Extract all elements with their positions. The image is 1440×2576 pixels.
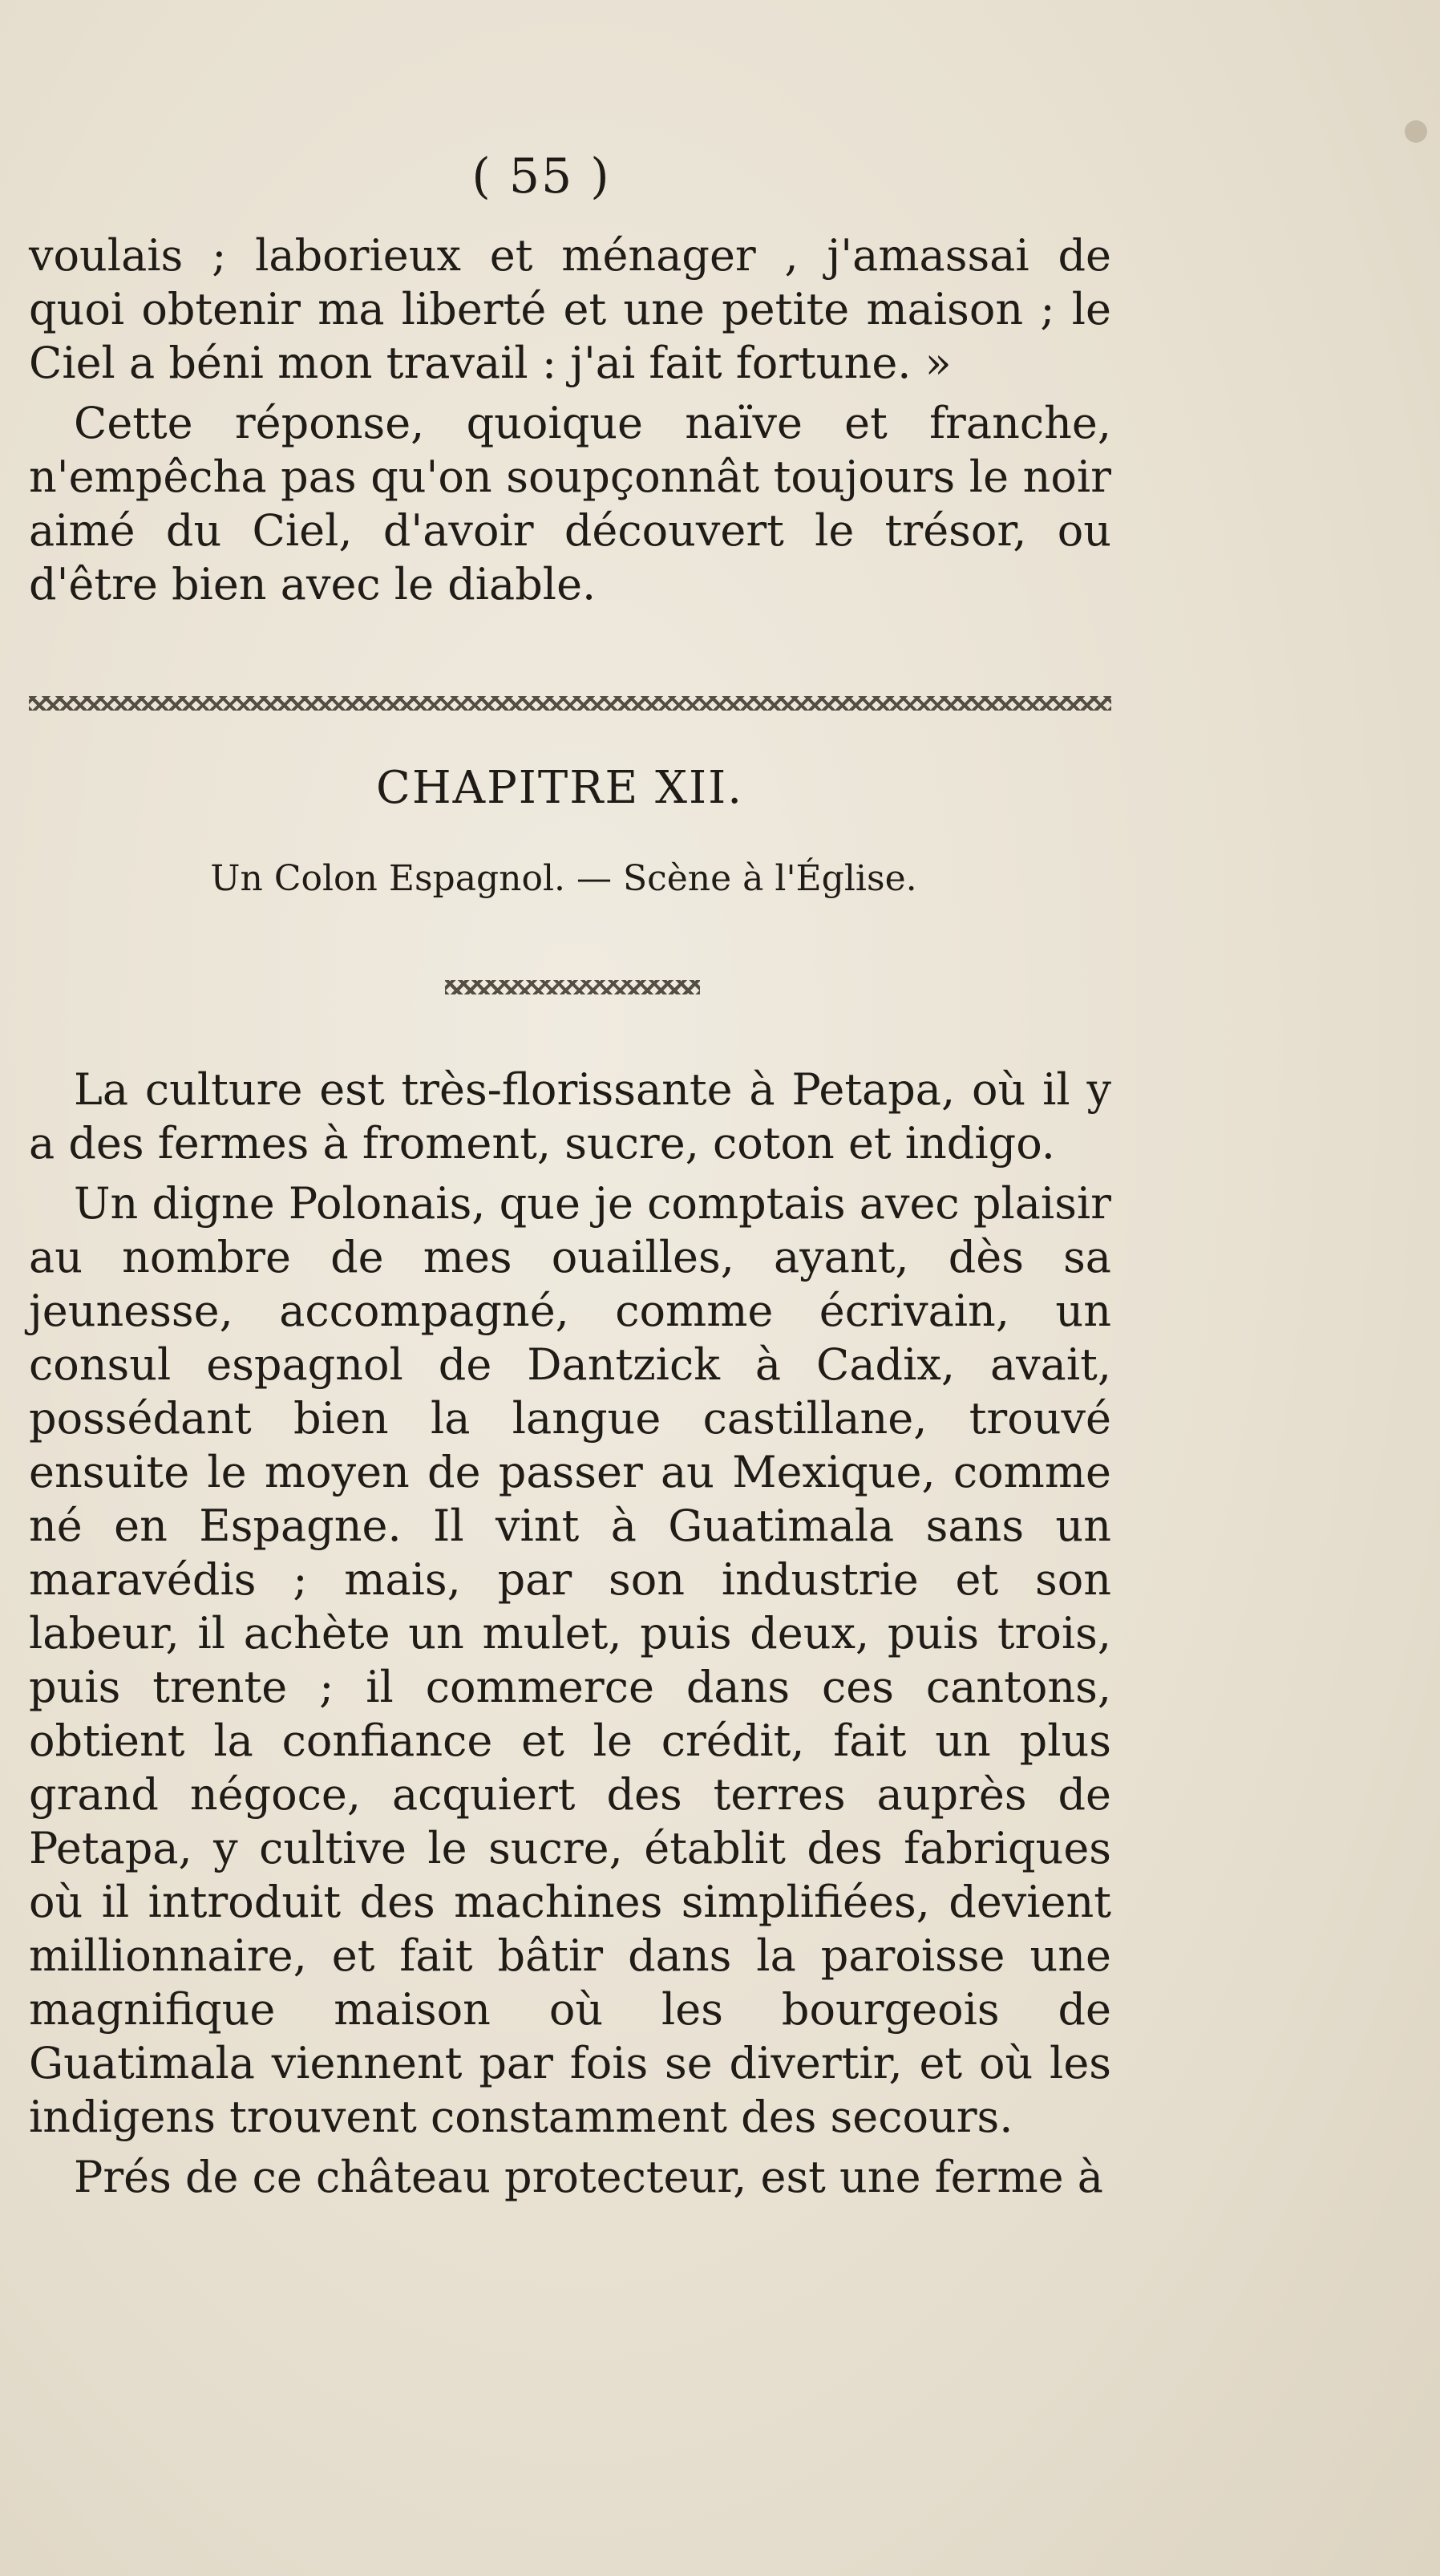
main-text [29, 1063, 1111, 2204]
chapter-subtitle: Un Colon Espagnol. — Scène à l'Église. [210, 858, 917, 899]
paragraph: Un digne Polonais, que je comptais avec plaisir au nombre de mes ouailles, ayant, dès sa jeunesse, accompagné, comme écrivain, un consul espagnol de Dantzick à Cadix, avait, possédant bien la langue castillane, trouvé ensuite le moyen de passer au Mexique, comme né en Espagne. Il vint à Guatimala sans un maravédis ; mais, par son industrie et son labeur, il achète un mulet, puis deux, puis trois, puis trente ; il commerce dans ces cantons, obtient la confiance et le crédit, fait un plus grand négoce, acquiert des terres auprès de Petapa, y cultive le sucre, établit des fabriques où il introduit des machines simplifiées, devient millionnaire, et fait bâtir dans la paroisse une magnifique maison où les bourgeois de Guatimala viennent par fois se divertir, et où les indigens trouvent constamment des secours. [29, 1178, 1111, 2142]
paragraph: Prés de ce château protecteur, est une ferme à [74, 2152, 1103, 2202]
chapter-ornament [445, 980, 700, 994]
top-text [29, 229, 1111, 611]
paragraph-continuation: voulais ; laborieux et ménager , j'amassai de quoi obtenir ma liberté et une petite maison ; le Ciel a béni mon travail : j'ai fait fortune. » [29, 230, 1111, 388]
chapter-title: CHAPITRE XII. [375, 762, 744, 814]
paragraph: Cette réponse, quoique naïve et franche, n'empêcha pas qu'on soupçonnât toujours le noir aimé du Ciel, d'avoir découvert le trésor, ou d'être bien avec le diable. [29, 398, 1111, 610]
paragraph: La culture est très-florissante à Petapa, où il y a des fermes à froment, sucre, coton et indigo. [29, 1064, 1111, 1169]
page-number: ( 55 ) [471, 148, 611, 205]
paper-stain [1405, 120, 1427, 143]
section-divider-ornament [29, 696, 1111, 711]
